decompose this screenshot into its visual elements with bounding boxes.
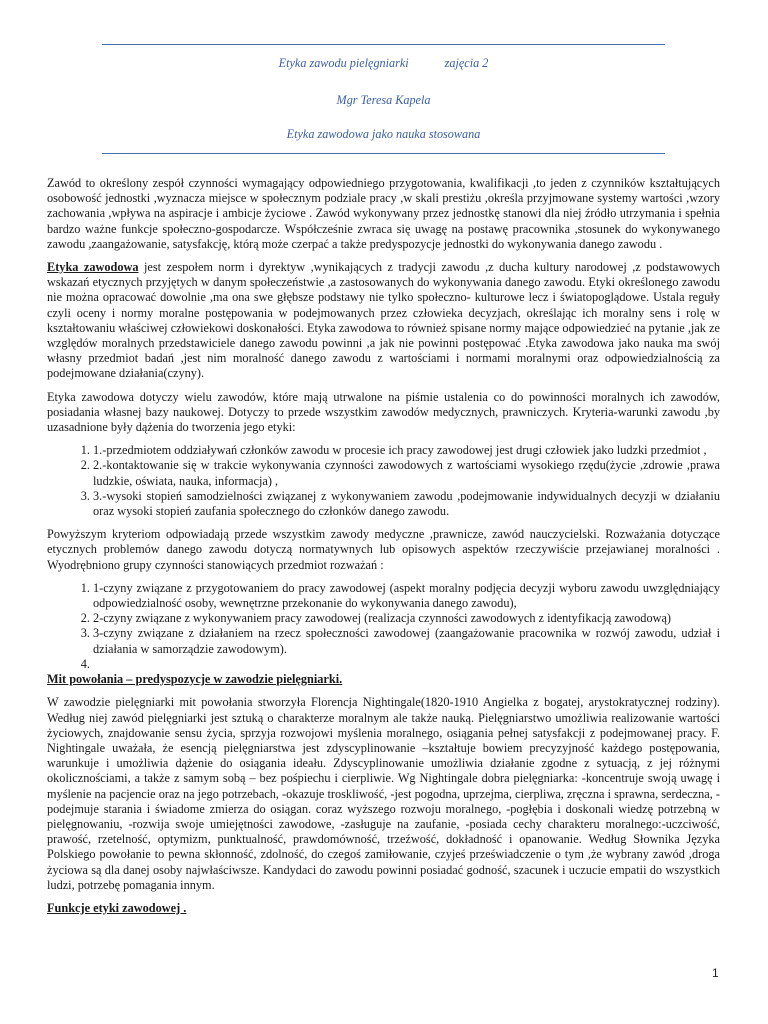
paragraph-criteria-intro: Etyka zawodowa dotyczy wielu zawodów, które mają utrwalone na piśmie ustalenia co do powinności moralnych ich zawodów, posiadania własnej bazy naukowej. Dotyczy to przede wszystkim zawodów medycznych, prawniczych. Kryteria-warunki zawodu ,by uzasadnione były dążenia do tworzenia jego etyki: <box>47 389 720 435</box>
list-item: 1. 1.-przedmiotem oddziaływań członków zawodu w procesie ich pracy zawodowej jest drugi człowiek jako ludzki przedmiot , <box>93 443 720 458</box>
header-session: zajęcia 2 <box>444 56 489 70</box>
paragraph-nightingale: W zawodzie pielęgniarki mit powołania stworzyła Florencja Nightingale(1820-1910 Angielka z bogatej, arystokratycznej rodziny). Według niej zawód pielęgniarki jest sztuką o charakterze moralnym ale także nauką. Pielęgniarstwo umożliwia realizowanie wartości życiowych, znajdowanie sensu życia, sprzyja rozwojowi myślenia moralnego, osiągania pełnej satysfakcji z podejmowanej pracy. F. Nightingale uważała, że esencją pielęgniarstwa jest zdyscyplinowanie –kształtuje bowiem precyzyjność każdego postępowania, warunkuje i umożliwia dążenie do osiągania ideału. Zdyscyplinowanie umożliwia działanie zgodne z sytuacją, z jej różnymi okolicznościami, a także z samym sobą – bez pośpiechu i cierpliwie. Wg Nightingale dobra pielęgniarka: -koncentruje swoją uwagę i myślenie na pacjencie oraz na jego potrzebach, -okazuje troskliwość, -jest pogodna, uprzejma, cierpliwa, zręczna i sprawna, serdeczna, -podejmuje starania i świadome zmierza do osiągan. coraz wyższego rozwoju moralnego, -pogłębia i doskonali wiedzę potrzebną w pielęgnowaniu, -rozwija swoje umiejętności zawodowe, -zasługuje na zaufanie, -posiada cechy charakteru moralnego:-uczciwość, prawość, rzetelność, optymizm, punktualność, prawdomówność, trzeźwość, dokładność i opanowanie. Według Słownika Języka Polskiego powołanie to pewna skłonność, zdolność, do czegoś zamiłowanie, czyjeś przeświadczenie o tym ,że wybrany zawód ,droga życiowa są dla danej osoby najwłaściwsze. Kandydaci do zawodu powinni posiadać godność, szacunek i uczucie empatii do wszystkich ludzi, potrzebę pomagania innym. <box>47 695 720 892</box>
header-title: Etyka zawodu pielęgniarki <box>278 56 409 70</box>
paragraph-activity-groups: Powyższym kryteriom odpowiadają przede wszystkim zawody medyczne ,prawnicze, zawód nauczycielski. Rozważania dotyczące etycznych problemów danego zawodu dotyczą normatywnych lub opisowych aspektów rzeczywiście przejawianej moralności . Wyodrębniono grupy czynności stanowiących przedmiot rozważań : <box>47 527 720 572</box>
term-professional-ethics: Etyka zawodowa <box>47 260 139 275</box>
header-author: Mgr Teresa Kapela <box>336 93 431 107</box>
document-body <box>47 176 720 924</box>
header-subtitle: Etyka zawodowa jako nauka stosowana <box>286 127 481 141</box>
list-item: 3. 3.-wysoki stopień samodzielności związanej z wykonywaniem zawodu ,podejmowanie indywidualnych decyzji w działaniu oraz wysoki stopień zaufania społecznego do członków danego zawodu. <box>93 489 720 519</box>
list-item: 1. 1-czyny związane z przygotowaniem do pracy zawodowej (aspekt moralny podjęcia decyzji wyboru zawodu uwzględniający odpowiedzialność osoby, wewnętrzne przekonanie do wykonywania danego zawodu), <box>93 581 720 611</box>
page-number: 1 <box>712 966 719 980</box>
list-item: 2. 2-czyny związane z wykonywaniem pracy zawodowej (realizacja czynności zawodowych z identyfikacją zawodową) <box>93 611 720 626</box>
header-title-line <box>102 56 665 71</box>
list-item-empty <box>93 657 720 672</box>
heading-ethics-functions: Funkcje etyki zawodowej . <box>47 900 187 915</box>
list-item: 3. 3-czyny związane z działaniem na rzecz społeczności zawodowej (zaangażowanie pracownika w rozwój zawodu, udział i działania w samorządzie zawodowym). <box>93 626 720 656</box>
paragraph-professional-ethics <box>47 260 720 382</box>
paragraph-definition: Zawód to określony zespół czynności wymagający odpowiedniego przygotowania, kwalifikacji ,to jeden z czynników kształtujących osobowość jednostki ,wyznacza miejsce w społecznym podziale pracy ,w skali prestiżu ,określa przyjmowane systemy wartości ,wzory zachowania ,wpływa na aspiracje i ambicje życiowe . Zawód wykonywany przez jednostkę stanowi dla niej źródło utrzymania i spełnia bardzo ważne funkcje społeczno-gospodarcze. Współcześnie zwraca się uwagę na postawę pracownika ,stosunek do wykonywanego zawodu ,zaangażowanie, satysfakcję, którą może czerpać a także predyspozycje jednostki do wykonywania danego zawodu . <box>47 176 720 251</box>
header-top-rule <box>102 44 665 45</box>
paragraph-professional-ethics-text: jest zespołem norm i dyrektyw ,wynikających z tradycji zawodu ,z ducha kultury narodowej ,z podstawowych wskazań etycznych przyjętych w danym społeczeństwie ,a zastosowanych do wykonywania danego zawodu. Etyki określonego zawodu nie można opracować dowolnie ,ma ona swe głębsze podstawy nie tylko społeczno- kulturowe lecz i światopoglądowe. Ustala reguły czyli oceny i normy moralne postępowania w podejmowanych przez człowieka decyzjach, określając ich moralny sens i rolę w kształtowaniu właściwej człowiekowi doskonałości. Etyka zawodowa to również spisane normy mające odpowiedzieć na pytanie ,jak ze względów moralnych przedstawiciele danego zawodu powinni ,a jak nie powinni postępować .Etyka zawodowa jako nauka ma swój własny przedmiot badań ,jest nim moralność danego zawodu z wartościami i normami moralnymi oraz odpowiedzialnością za podejmowane działania(czyny). <box>47 260 720 381</box>
heading-myth-of-vocation: Mit powołania – predyspozycje w zawodzie pielęgniarki. <box>47 672 343 687</box>
criteria-list <box>47 443 720 519</box>
activity-groups-list <box>47 581 720 672</box>
header-bottom-rule <box>102 153 665 154</box>
list-item: 2. 2.-kontaktowanie się w trakcie wykonywania czynności zawodowych z wartościami wysokiego rzędu(życie ,zdrowie ,prawa ludzkie, oświata, nauka, informacja) , <box>93 458 720 488</box>
